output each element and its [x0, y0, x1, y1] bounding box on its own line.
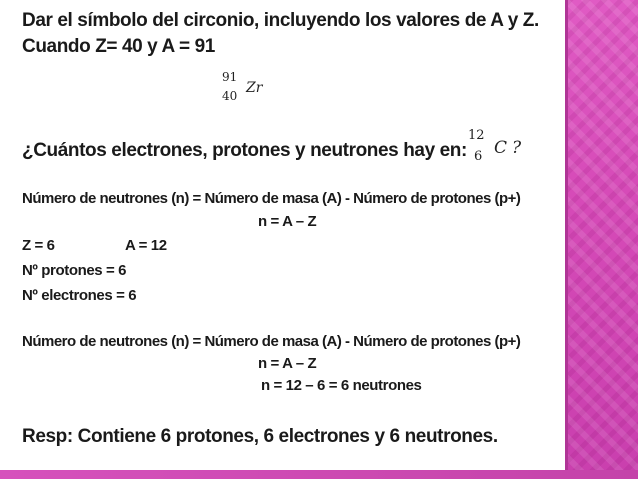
- zr-mass-number: 91: [222, 70, 238, 84]
- c-symbol: C: [494, 138, 508, 158]
- formula-short-2: n = A – Z: [258, 355, 317, 372]
- c-question-mark: ?: [512, 138, 522, 158]
- z-value: Z = 6: [22, 237, 55, 254]
- side-panel-edge: [565, 0, 568, 479]
- formula-short-1: n = A – Z: [258, 213, 317, 230]
- neutron-calculation: n = 12 – 6 = 6 neutrones: [261, 377, 422, 394]
- protons-count: Nº protones = 6: [22, 262, 127, 279]
- a-value: A = 12: [125, 237, 167, 254]
- neutron-formula-2: Número de neutrones (n) = Número de masa (A) - Número de protones (p+): [22, 333, 521, 350]
- decorative-bottom-bar: [0, 470, 638, 479]
- answer-line: Resp: Contiene 6 protones, 6 electrones y 6 neutrones.: [22, 426, 498, 447]
- carbon-nuclide: [468, 128, 538, 172]
- electrons-count: Nº electrones = 6: [22, 287, 137, 304]
- zr-atomic-number: 40: [222, 89, 238, 103]
- title-line-1: Dar el símbolo del circonio, incluyendo los valores de A y Z.: [22, 10, 539, 31]
- decorative-side-panel: [565, 0, 638, 479]
- c-atomic-number: 6: [474, 149, 483, 164]
- title-line-2: Cuando Z= 40 y A = 91: [22, 36, 215, 57]
- question-line: ¿Cuántos electrones, protones y neutrones hay en:: [22, 140, 467, 161]
- c-mass-number: 12: [468, 128, 485, 143]
- neutron-formula-1: Número de neutrones (n) = Número de masa (A) - Número de protones (p+): [22, 190, 521, 207]
- zirconium-nuclide: [222, 70, 282, 110]
- zr-symbol: Zr: [246, 80, 263, 96]
